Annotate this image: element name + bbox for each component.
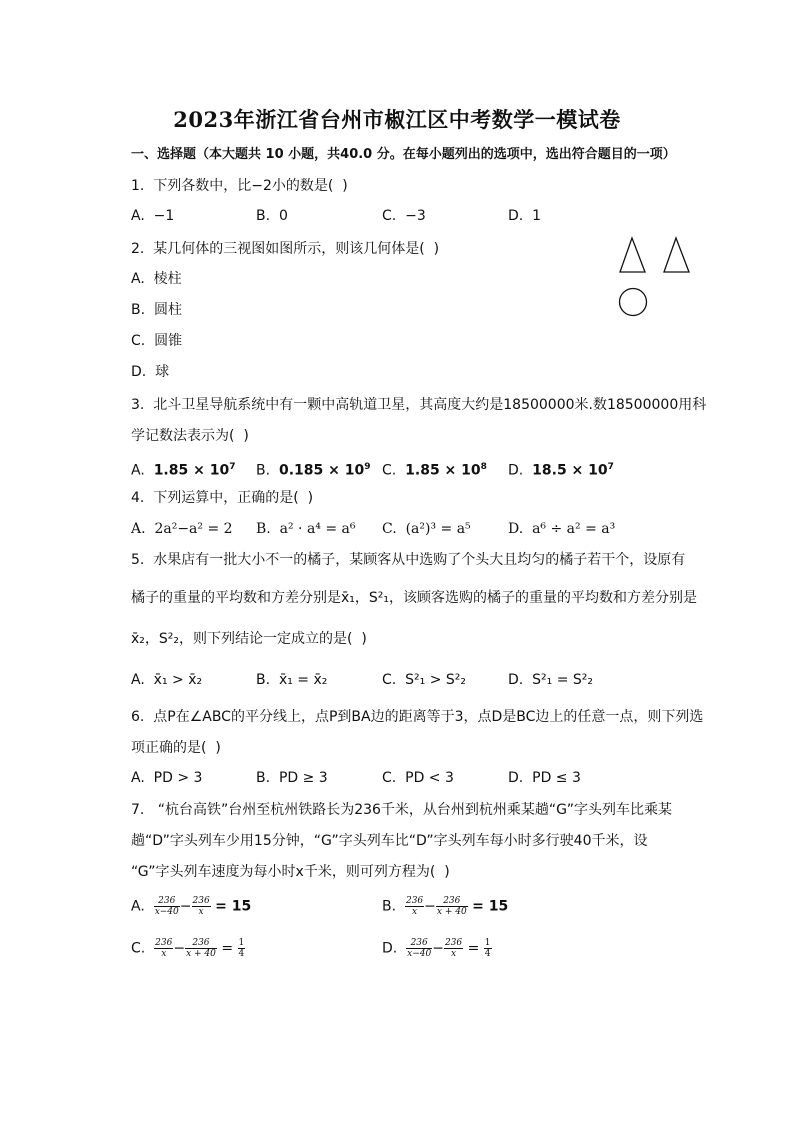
q6-option-c: C. PD < 3 <box>382 770 454 786</box>
q5-option-c: C. S²₁ > S²₂ <box>382 672 466 688</box>
question-1-stem: 1. 下列各数中，比−2小的数是( ) <box>131 178 348 194</box>
q7-option-c: C. $\frac{236}{x}$ − $\frac{236}{x + 40}$ = $\frac{1}{4}$ <box>131 938 245 959</box>
q4-option-b: B. a² · a⁴ = a⁶ <box>256 521 356 537</box>
question-5-stem-line3: x̄₂，S²₂，则下列结论一定成立的是( ) <box>131 631 367 647</box>
q3-option-b: B. $0.185 \times 10^9$ <box>256 462 371 479</box>
fraction: $\frac{236}{x-40}$ <box>154 896 179 917</box>
q2-option-d: D. 球 <box>131 364 170 380</box>
front-view-triangle <box>620 238 645 272</box>
fraction: $\frac{236}{x}$ <box>444 938 463 959</box>
q3-option-a: A. $1.85 \times 10^7$ <box>131 462 236 479</box>
q6-option-a: A. PD > 3 <box>131 770 203 786</box>
q4-option-a: A. 2a²−a² = 2 <box>131 521 233 537</box>
q7-option-a: A. $\frac{236}{x-40}$ − $\frac{236}{x}$ = 15 <box>131 896 252 917</box>
section-heading: 一、选择题（本大题共 10 小题，共40.0 分。在每小题列出的选项中，选出符合题目的一项） <box>131 147 676 162</box>
question-3-stem-line1: 3. 北斗卫星导航系统中有一颗中高轨道卫星，其高度大约是18500000米.数18500000用科 <box>131 397 707 413</box>
q1-option-a: A. −1 <box>131 208 175 224</box>
question-7-stem-line3: “G”字头列车速度为每小时x千米，则可列方程为( ) <box>131 864 450 880</box>
question-2-stem: 2. 某几何体的三视图如图所示，则该几何体是( ) <box>131 241 440 257</box>
q2-option-a: A. 棱柱 <box>131 271 182 287</box>
fraction: $\frac{236}{x + 40}$ <box>186 938 216 959</box>
top-view-circle <box>620 289 647 316</box>
fraction: $\frac{236}{x}$ <box>155 938 173 959</box>
question-7-stem-line1: 7. “杭台高铁”台州至杭州铁路长为236千米，从台州到杭州乘某趟“G”字头列车比乘某 <box>131 802 672 818</box>
question-3-stem-line2: 学记数法表示为( ) <box>131 428 249 444</box>
q4-option-d: D. a⁶ ÷ a² = a³ <box>508 521 616 537</box>
q4-option-c: C. (a²)³ = a⁵ <box>382 521 471 537</box>
q2-option-c: C. 圆锥 <box>131 333 183 349</box>
q5-option-b: B. x̄₁ = x̄₂ <box>256 672 328 688</box>
q3-option-c: C. $1.85 \times 10^8$ <box>382 462 487 479</box>
question-5-stem-line2: 橘子的重量的平均数和方差分别是x̄₁，S²₁，该顾客选购的橘子的重量的平均数和方差分别是 <box>131 590 698 606</box>
q6-option-b: B. PD ≥ 3 <box>256 770 328 786</box>
fraction: $\frac{236}{x-40}$ <box>407 938 432 959</box>
fraction: $\frac{1}{4}$ <box>484 938 491 959</box>
question-6-stem-line2: 项正确的是( ) <box>131 740 221 756</box>
fraction: $\frac{1}{4}$ <box>238 938 245 959</box>
page-title: 2023年浙江省台州市椒江区中考数学一模试卷 <box>173 107 621 132</box>
q1-option-c: C. −3 <box>382 208 426 224</box>
question-6-stem-line1: 6. 点P在∠ABC的平分线上，点P到BA边的距离等于3，点D是BC边上的任意一点，则下列选 <box>131 709 704 725</box>
q3-option-d: D. $18.5 \times 10^7$ <box>508 462 614 479</box>
q1-option-b: B. 0 <box>256 208 288 224</box>
q5-option-a: A. x̄₁ > x̄₂ <box>131 672 203 688</box>
q7-option-b: B. $\frac{236}{x}$ − $\frac{236}{x + 40}$ = 15 <box>382 896 509 917</box>
question-5-stem-line1: 5. 水果店有一批大小不一的橘子，某顾客从中选购了个头大且均匀的橘子若干个，设原有 <box>131 552 686 568</box>
question-4-stem: 4. 下列运算中，正确的是( ) <box>131 490 314 506</box>
q2-option-b: B. 圆柱 <box>131 302 182 318</box>
fraction: $\frac{236}{x}$ <box>405 896 424 917</box>
question-7-stem-line2: 趟“D”字头列车少用15分钟，“G”字头列车比“D”字头列车每小时多行驶40千米，设 <box>131 833 648 849</box>
three-view-figure <box>614 234 696 324</box>
side-view-triangle <box>664 238 689 272</box>
fraction: $\frac{236}{x}$ <box>192 896 210 917</box>
q6-option-d: D. PD ≤ 3 <box>508 770 581 786</box>
q5-option-d: D. S²₁ = S²₂ <box>508 672 593 688</box>
q1-option-d: D. 1 <box>508 208 542 224</box>
fraction: $\frac{236}{x + 40}$ <box>436 896 467 917</box>
q7-option-d: D. $\frac{236}{x-40}$ − $\frac{236}{x}$ = $\frac{1}{4}$ <box>382 938 491 959</box>
